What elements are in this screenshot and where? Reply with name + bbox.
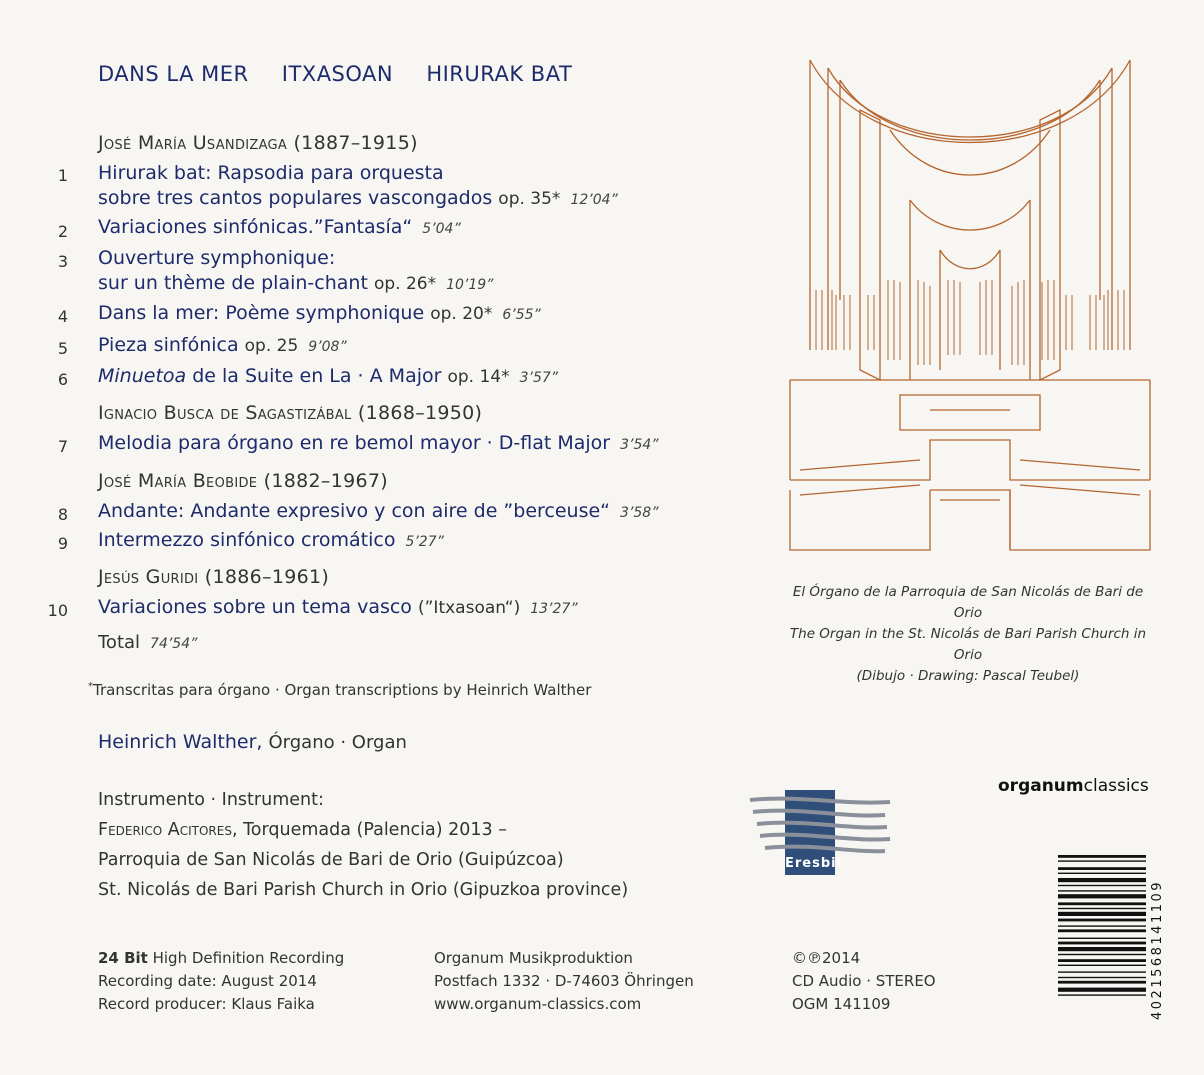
barcode-bar xyxy=(1058,947,1146,951)
barcode-bar xyxy=(1058,981,1146,984)
logo-light: classics xyxy=(1083,776,1149,796)
instrument-builder: Federico Acitores xyxy=(98,820,232,840)
total xyxy=(98,632,197,653)
track-duration: 5’04” xyxy=(422,221,461,237)
track-duration: 13’27” xyxy=(530,601,578,617)
footnote-asterisk: * xyxy=(88,681,93,692)
track-opus: op. 35* xyxy=(498,189,561,209)
track-title xyxy=(98,596,578,618)
barcode-bar xyxy=(1058,919,1146,922)
track-title xyxy=(98,529,444,551)
title-2: ITXASOAN xyxy=(281,62,394,86)
label-website[interactable]: www.organum-classics.com xyxy=(434,995,642,1013)
eresbil-logo xyxy=(745,790,895,885)
track-number: 1 xyxy=(57,166,68,185)
track-title-cont xyxy=(98,272,493,294)
track-duration: 10’19” xyxy=(446,277,494,293)
track-number: 6 xyxy=(57,370,68,389)
total-label: Total xyxy=(98,632,141,653)
track-subtitle: sobre tres cantos populares vascongados xyxy=(98,187,493,209)
barcode-bar xyxy=(1058,954,1146,955)
track-title-text: de la Suite en La · A Major xyxy=(186,365,442,387)
caption-line-es: El Órgano de la Parroquia de San Nicolás de Bari de Orio xyxy=(792,584,1144,621)
track-title xyxy=(98,432,659,454)
track-title-text: Dans la mer: Poème symphonique xyxy=(98,302,425,324)
format: CD Audio · STEREO xyxy=(792,972,936,990)
footer-bold: 24 Bit xyxy=(98,949,148,967)
track-subtitle: sur un thème de plain-chant xyxy=(98,272,368,294)
composer-usandizaga: José María Usandizaga (1887–1915) xyxy=(98,132,418,154)
title-1: DANS LA MER xyxy=(98,62,249,86)
instrument-heading: Instrumento · Instrument: xyxy=(98,790,324,810)
track-duration: 3’54” xyxy=(620,437,659,453)
track-duration: 6’55” xyxy=(502,307,541,323)
track-title xyxy=(98,216,461,238)
instrument-builder-rest: , Torquemada (Palencia) 2013 – xyxy=(231,820,507,840)
copyright: ©℗2014 xyxy=(792,949,861,967)
barcode-bar xyxy=(1058,873,1146,874)
barcode-bar xyxy=(1058,994,1146,995)
barcode-bar xyxy=(1058,867,1146,870)
track-opus: op. 14* xyxy=(447,367,510,387)
barcode-bar xyxy=(1058,977,1146,978)
composer-beobide: José María Beobide (1882–1967) xyxy=(98,470,388,492)
barcode-bar xyxy=(1058,925,1146,926)
track-opus: op. 25 xyxy=(244,336,299,356)
footer-text: High Definition Recording xyxy=(147,949,345,967)
performer xyxy=(98,731,407,753)
track-title-text: Variaciones sinfónicas.”Fantasía“ xyxy=(98,216,413,238)
track-title xyxy=(98,500,658,522)
label-address: Postfach 1332 · D-74603 Öhringen xyxy=(434,972,694,990)
eresbil-text: Eresbil xyxy=(785,856,843,871)
barcode-bar xyxy=(1058,942,1146,945)
barcode-bar xyxy=(1058,965,1146,966)
track-number: 9 xyxy=(57,534,68,553)
track-title-text: Intermezzo sinfónico cromático xyxy=(98,529,396,551)
barcode-bar xyxy=(1058,938,1146,939)
instrument-location-en: St. Nicolás de Bari Parish Church in Orio (Gipuzkoa province) xyxy=(98,880,629,900)
track-number: 4 xyxy=(57,307,68,326)
caption-line-en: The Organ in the St. Nicolás de Bari Parish Church in Orio xyxy=(789,626,1147,663)
track-title xyxy=(98,302,541,324)
barcode-bar xyxy=(1058,855,1146,858)
performer-name: Heinrich Walther, xyxy=(98,731,263,753)
track-title xyxy=(98,334,347,356)
logo-bold: organum xyxy=(998,776,1084,796)
barcode-bar xyxy=(1058,894,1146,898)
barcode-bar xyxy=(1058,929,1146,932)
track-number: 2 xyxy=(57,222,68,241)
track-duration: 9’08” xyxy=(308,339,347,355)
composer-busca: Ignacio Busca de Sagastizábal (1868–1950) xyxy=(98,402,483,424)
track-title-text: Variaciones sobre un tema vasco xyxy=(98,596,412,618)
label-name: Organum Musikproduktion xyxy=(434,949,633,967)
barcode-bar xyxy=(1058,988,1146,992)
title-3: HIRURAK BAT xyxy=(426,62,573,86)
barcode-bar xyxy=(1058,971,1146,972)
track-duration: 5’27” xyxy=(405,534,444,550)
barcode-bar xyxy=(1058,885,1146,886)
barcode-bar xyxy=(1058,878,1146,882)
track-number: 3 xyxy=(57,252,68,271)
track-title: Ouverture symphonique: xyxy=(98,247,336,269)
track-opus: op. 26* xyxy=(373,274,437,294)
album-titles xyxy=(98,62,598,86)
barcode-bar xyxy=(1058,890,1146,891)
eresbil-lines-icon xyxy=(745,790,895,860)
track-opus: op. 20* xyxy=(430,304,493,324)
catalog-number: OGM 141109 xyxy=(792,995,891,1013)
track-title-cont xyxy=(98,187,618,209)
barcode-bar xyxy=(1058,902,1146,905)
performer-role: Órgano · Organ xyxy=(268,732,407,753)
track-number: 7 xyxy=(57,437,68,456)
track-title xyxy=(98,365,558,387)
barcode-bar xyxy=(1058,959,1146,962)
record-producer: Record producer: Klaus Faika xyxy=(98,995,315,1013)
track-title-text: Andante: Andante expresivo y con aire de ”berceuse“ xyxy=(98,500,611,522)
footnote xyxy=(88,681,591,699)
barcode-bar xyxy=(1058,860,1146,861)
track-duration: 12’04” xyxy=(570,192,618,208)
track-number: 5 xyxy=(57,339,68,358)
barcode-bar xyxy=(1058,908,1146,909)
instrument-location-es: Parroquia de San Nicolás de Bari de Orio (Guipúzcoa) xyxy=(98,850,564,870)
organ-caption xyxy=(778,582,1158,687)
track-duration: 3’57” xyxy=(519,370,559,386)
barcode-bar xyxy=(1058,912,1146,916)
footer-recording xyxy=(98,947,344,1016)
track-title-text: Pieza sinfónica xyxy=(98,334,239,356)
track-title: Hirurak bat: Rapsodia para orquesta xyxy=(98,162,444,184)
track-opus: (”Itxasoan“) xyxy=(417,598,521,618)
track-number: 8 xyxy=(57,505,68,524)
caption-credit: (Dibujo · Drawing: Pascal Teubel) xyxy=(856,668,1080,684)
organ-drawing xyxy=(780,50,1160,570)
footnote-text: Transcritas para órgano · Organ transcriptions by Heinrich Walther xyxy=(93,681,592,699)
instrument-builder-line xyxy=(98,815,628,845)
composer-guridi: Jesús Guridi (1886–1961) xyxy=(98,566,330,588)
organum-logo xyxy=(998,776,1149,796)
track-title-italic: Minuetoa xyxy=(98,365,187,387)
track-number: 10 xyxy=(47,601,68,620)
track-duration: 3’58” xyxy=(620,505,659,521)
barcode-digits: 4021568141109 xyxy=(1150,879,1165,1020)
instrument-block xyxy=(98,785,628,905)
track-title-text: Melodia para órgano en re bemol mayor · D-flat Major xyxy=(98,432,611,454)
footer-line xyxy=(98,947,344,970)
footer-catalog xyxy=(792,947,936,1016)
recording-date: Recording date: August 2014 xyxy=(98,972,317,990)
footer-label xyxy=(434,947,694,1016)
total-duration: 74’54” xyxy=(150,636,198,652)
